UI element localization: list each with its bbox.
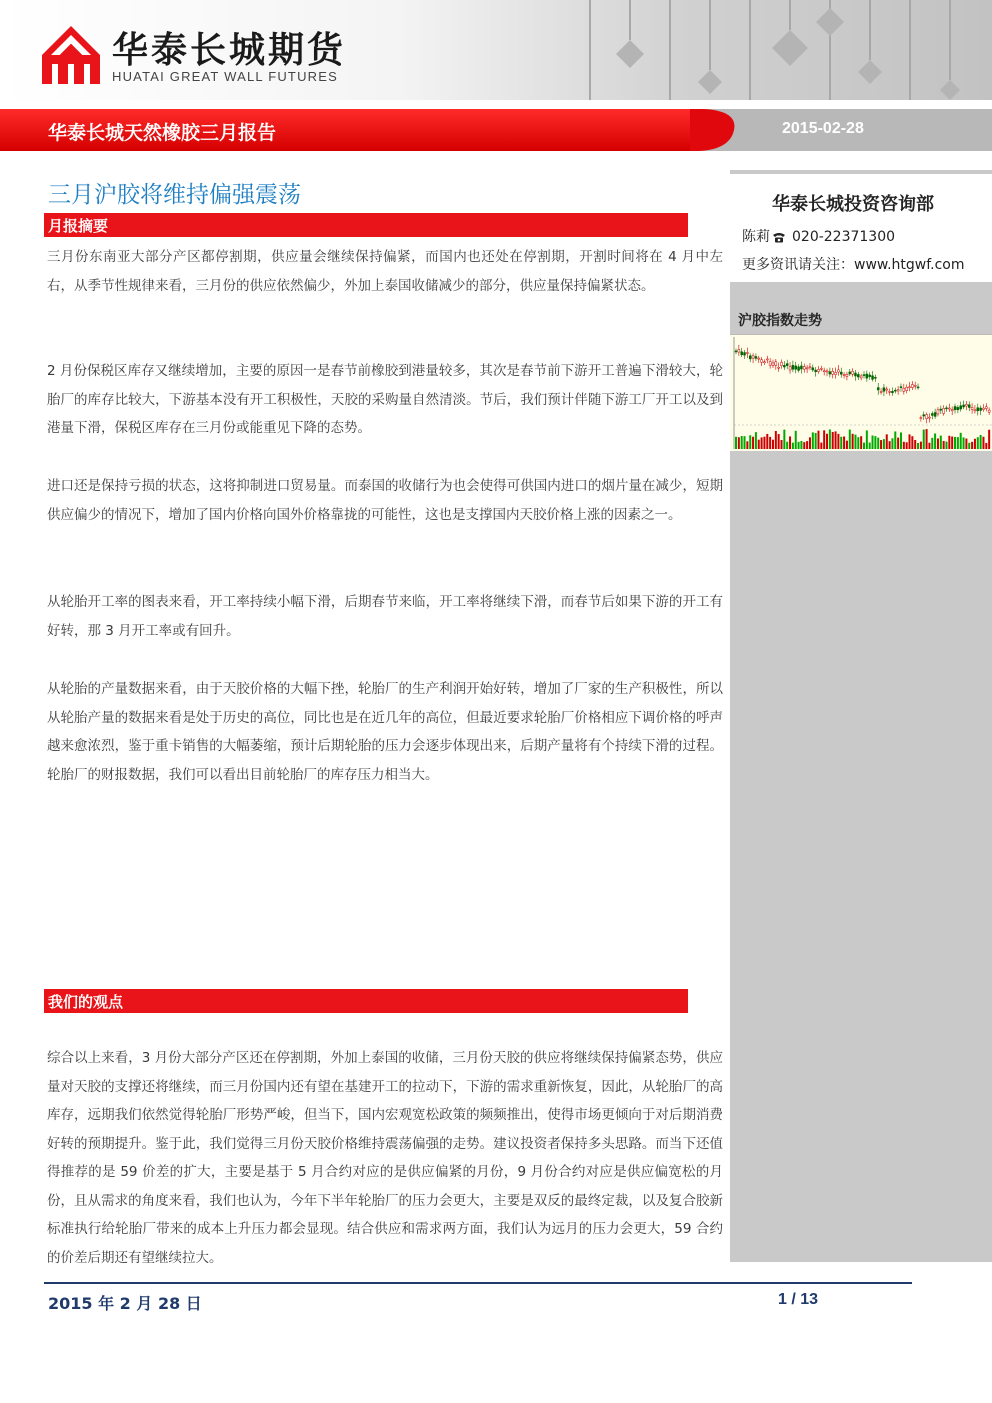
candle-body [965,404,967,406]
volume-bar [755,432,757,449]
candle-body [963,405,965,407]
volume-bar [917,443,919,449]
summary-paragraph-1: 三月份东南亚大部分产区都停割期，供应量会继续保持偏紧，而国内也还处在停割期，开割时间将在 4 月中左右，从季节性规律来看，三月份的供应依然偏少，外加上泰国收储减少的部分，供应量保持偏紧状态。 [47,249,723,294]
volume-bar [789,436,791,449]
candle-body [837,370,839,372]
report-title: 华泰长城天然橡胶三月报告 [48,122,277,144]
volume-bar [869,443,871,449]
volume-bar [758,440,760,449]
volume-bar [945,442,947,449]
contact-phone: 020-22371300 [792,229,896,245]
volume-bar [763,437,765,449]
volume-bar [906,442,908,449]
candle-body [886,389,888,390]
candle-body [909,387,911,388]
volume-bar [866,430,868,449]
volume-bar [877,438,879,449]
candle-body [775,362,777,366]
volume-bar [775,431,777,449]
price-trend-chart-image [730,334,992,451]
candle-body [749,356,751,359]
volume-bar [960,433,962,449]
candle-body [763,362,765,363]
volume-bar [965,439,967,449]
candle-body [843,374,845,375]
candle-body [789,367,791,370]
volume-bar [891,438,893,449]
volume-bar [744,436,746,449]
volume-bar [778,434,780,449]
volume-bar [909,434,911,449]
volume-bar [971,442,973,449]
volume-bar [795,431,797,449]
volume-bar [988,430,990,449]
candle-body [863,375,865,376]
volume-bar [920,442,922,449]
volume-bar [749,435,751,449]
volume-bar [951,436,953,449]
candle-body [872,376,874,380]
volume-bar [741,436,743,449]
candle-body [746,352,748,353]
volume-bar [872,435,874,449]
candle-body [735,351,737,352]
department-box [730,170,992,282]
volume-bar [931,438,933,449]
candle-body [928,417,930,418]
volume-bar [954,437,956,449]
header-banner [0,0,992,100]
volume-bar [985,443,987,449]
candle-body [769,361,771,365]
candle-body [940,409,942,410]
volume-bar [857,437,859,449]
section-title-summary: 月报摘要 [48,217,109,235]
candle-body [752,356,754,358]
volume-bar [937,438,939,449]
report-title-bar [0,109,992,151]
candle-body [874,377,876,378]
candle-body [951,410,953,411]
candle-body [758,358,760,359]
volume-bar [835,431,837,449]
candle-body [781,362,783,365]
candle-body [832,371,834,374]
volume-bar [863,443,865,449]
candle-body [982,408,984,409]
price-trend-chart-svg [730,335,992,451]
decorative-pattern [560,0,992,100]
volume-bar [806,441,808,449]
candle-body [891,391,893,393]
volume-bar [982,437,984,449]
summary-paragraph-5: 从轮胎的产量数据来看，由于天胶价格的大幅下挫，轮胎厂的生产利润开始好转，增加了厂家的生产积极性，所以从轮胎产量的数据来看是处于历史的高位，同比也是在近几年的高位，但最近要求轮胎厂价格相应下调价格的呼声越来愈浓烈，鉴于重卡销售的大幅萎缩，预计后期轮胎的压力会逐步体现出来，后期产量将有个持续下滑的过程。轮胎厂的财报数据，我们可以看出目前轮胎厂的库存压力相当大。 [47,681,723,783]
candle-body [786,364,788,366]
candle-body [968,405,970,408]
volume-bar [832,432,834,449]
candle-body [826,371,828,372]
volume-bar [849,430,851,449]
volume-bar [786,442,788,449]
candle-body [926,414,928,418]
huatai-logo-icon [42,26,100,84]
candle-body [977,408,979,411]
volume-bar [874,436,876,449]
candle-body [945,408,947,409]
department-title: 华泰长城投资咨询部 [772,194,934,215]
candle-body [809,367,811,368]
candle-body [934,413,936,417]
candle-body [980,408,982,410]
report-date: 2015-02-28 [782,120,864,137]
section-title-views: 我们的观点 [48,993,124,1011]
volume-bar [968,443,970,449]
footer-date: 2015 年 2 月 28 日 [48,1294,202,1313]
volume-bar [889,441,891,449]
volume-bar [772,440,774,449]
title-band-tip [690,109,740,151]
candle-body [803,366,805,369]
candle-body [766,359,768,360]
volume-bar [809,437,811,449]
candle-body [792,365,794,369]
candle-body [889,391,891,392]
candle-body [914,385,916,386]
volume-bar [943,441,945,449]
candle-body [857,374,859,377]
volume-bar [980,435,982,449]
volume-bar [894,431,896,449]
volume-bar [783,430,785,449]
volume-bar [880,440,882,449]
summary-paragraph-4: 从轮胎开工率的图表来看，开工率持续小幅下滑，后期春节来临，开工率将继续下滑，而春节后如果下游的开工有好转，那 3 月开工率或有回升。 [47,594,723,639]
contact-line [742,226,895,246]
candle-body [985,407,987,409]
summary-paragraph-3: 进口还是保持亏损的状态，这将抑制进口贸易量。而泰国的收储行为也会使得可供国内进口的烟片量在减少，短期供应偏少的情况下，增加了国内价格向国外价格靠拢的可能性，这也是支撑国内天胶价格上涨的因素之一。 [47,478,723,523]
volume-bar [957,437,959,449]
candle-body [815,370,817,372]
volume-bar [820,443,822,449]
candle-body [772,363,774,365]
volume-bar [735,437,737,449]
volume-bar [854,435,856,449]
candle-body [954,406,956,409]
candle-body [920,418,922,419]
candle-body [880,391,882,392]
candle-body [931,414,933,416]
volume-bar [897,438,899,449]
volume-bar [963,437,965,449]
volume-bar [812,432,814,449]
candle-body [755,356,757,358]
volume-bar [926,429,928,449]
volume-bar [977,437,979,449]
brand-name-cn: 华泰长城期货 [112,30,347,71]
volume-bar [798,442,800,449]
candle-body [894,390,896,391]
candle-body [761,360,763,362]
candle-body [817,369,819,371]
volume-bar [823,430,825,449]
volume-bar [948,436,950,449]
volume-bar [803,442,805,449]
candle-body [852,371,854,374]
candle-body [917,387,919,388]
volume-bar [860,436,862,449]
candle-body [860,376,862,378]
candle-body [869,375,871,377]
candle-body [883,388,885,392]
volume-bar [792,443,794,449]
candle-body [974,410,976,411]
volume-bar [900,432,902,449]
volume-bar [843,436,845,449]
volume-bar [815,433,817,449]
candle-body [923,415,925,416]
views-paragraph: 综合以上来看，3 月份大部分产区还在停割期，外加上泰国的收储，三月份天胶的供应将继续保持偏紧态势，供应量对天胶的支撑还将继续，而三月份国内还有望在基建开工的拉动下，下游的需求重新恢复，因此，从轮胎厂的高库存，远期我们依然觉得轮胎厂形势严峻，但当下，国内宏观宽松政策的频频推出，使得市场更倾向于对后期消费好转的预期提升。鉴于此，我们觉得三月份天胶价格维持震荡偏强的走势。建议投资者保持多头思路。而当下还值得推荐的是 59 价差的扩大，主要是基于 5 月合约对应的是供应偏紧的月份，9 月份合约对应是供应偏宽松的月份，且从需求的角度来看，我们也认为，今年下半年轮胎厂的压力会更大，主要是双反的最终定裁，以及复合胶新标准执行给轮胎厂带来的成本上升压力都会显现。结合供应和需求两方面，我们认为远月的压力会更大，59 合约的价差后期还有望继续拉大。 [47,1050,723,1266]
candle-body [960,406,962,409]
volume-bar [829,429,831,449]
candle-body [812,368,814,370]
volume-bar [886,434,888,449]
candle-body [854,373,856,376]
volume-bar [974,439,976,449]
volume-bar [846,441,848,449]
candle-body [835,372,837,374]
candle-body [800,366,802,369]
volume-bar [826,434,828,449]
candle-body [798,367,800,371]
volume-bar [940,436,942,449]
candle-body [738,350,740,353]
candle-body [806,368,808,369]
section-header-views [44,989,688,1013]
volume-bar [923,430,925,449]
candle-body [971,407,973,409]
candle-body [948,408,950,409]
candle-body [900,387,902,388]
candle-body [937,410,939,414]
candle-body [988,410,990,412]
volume-bar [934,433,936,449]
candle-body [877,388,879,390]
volume-bar [903,442,905,449]
candle-body [795,366,797,369]
volume-bar [769,437,771,449]
summary-paragraph-2: 2 月份保税区库存又继续增加，主要的原因一是春节前橡胶到港量较多，其次是春节前下游开工普遍下滑较大，轮胎厂的库存比较大，下游基本没有开工积极性，天胶的采购量自然清淡。节后，我们预计伴随下游工厂开工以及到港量下滑，保税区库存在三月份或能重见下降的态势。 [47,363,723,436]
candle-body [846,374,848,376]
volume-bar [911,436,913,449]
phone-icon [772,232,786,243]
footer-page-number: 1 / 13 [778,1291,819,1308]
volume-bar [852,434,854,449]
sidebar [730,170,992,1262]
candle-body [943,408,945,413]
volume-bar [761,437,763,449]
volume-bar [746,441,748,449]
candle-body [906,387,908,390]
candle-body [903,388,905,391]
volume-bar [738,437,740,449]
website-info: 更多资讯请关注：www.htgwf.com [742,257,965,273]
volume-bar [837,434,839,449]
candle-body [957,407,959,409]
volume-bar [752,437,754,449]
candle-body [741,352,743,355]
footer-rule [44,1282,912,1284]
contact-name: 陈莉 [742,229,770,245]
candle-body [820,368,822,369]
candle-body [783,365,785,367]
volume-bar [928,443,930,449]
chart-heading: 沪胶指数走势 [738,313,822,329]
candle-body [897,390,899,391]
candle-body [744,353,746,356]
volume-bar [914,440,916,449]
brand-name-en: HUATAI GREAT WALL FUTURES [112,69,338,84]
candle-body [866,374,868,378]
candle-body [840,372,842,374]
volume-bar [817,431,819,449]
candle-body [823,371,825,372]
volume-bar [781,440,783,449]
candle-body [829,372,831,374]
volume-bar [800,441,802,449]
volume-bar [883,439,885,449]
candle-body [849,372,851,374]
section-header-summary [44,213,688,237]
candle-body [911,385,913,388]
volume-bar [766,434,768,449]
volume-bar [840,437,842,449]
candle-body [778,367,780,368]
main-headline: 三月沪胶将维持偏强震荡 [48,182,301,208]
